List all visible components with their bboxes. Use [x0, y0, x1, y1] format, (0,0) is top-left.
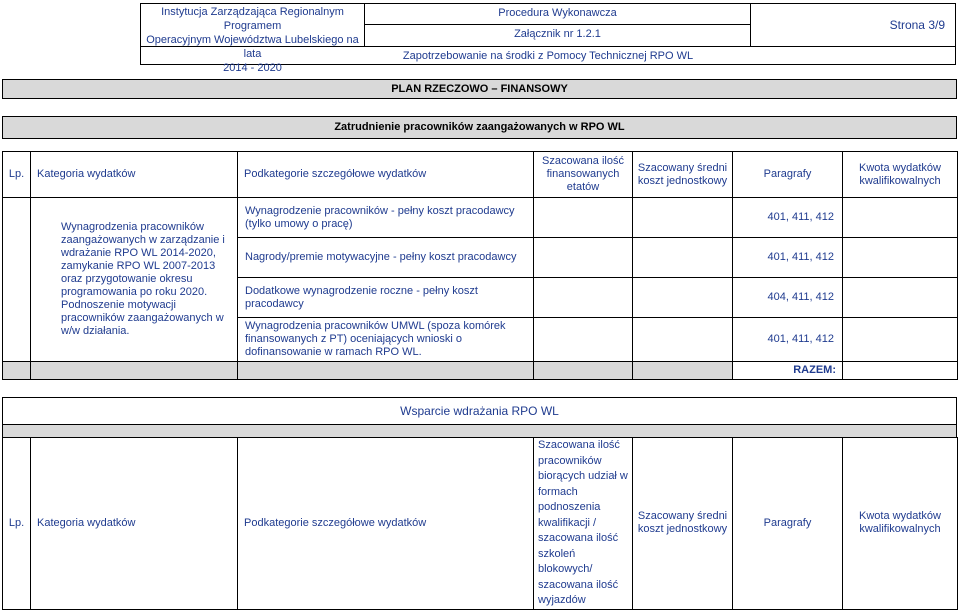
col-quantity: Szacowana ilość finansowanych etatów	[534, 152, 633, 198]
paragraphs-cell: 401, 411, 412	[733, 198, 843, 238]
col-lp: Lp.	[3, 438, 31, 610]
total-gray-cell	[3, 362, 31, 380]
paragraphs-cell: 401, 411, 412	[733, 238, 843, 278]
table-header-row	[3, 438, 958, 610]
total-gray-cell	[31, 362, 238, 380]
procedure-block	[365, 4, 751, 46]
category-cell: Wynagrodzenia pracowników zaangażowanych w zarządzanie i wdrażanie RPO WL 2014-2020, zamykanie RPO WL 2007-2013 oraz przygotowanie okresu programowania po roku 2020. Podnoszenie motywacji pracowników zaangażowanych w w/w działania.	[31, 198, 238, 362]
subcategory-cell: Nagrody/premie motywacyjne - pełny koszt pracodawcy	[238, 238, 534, 278]
amount-cell[interactable]	[843, 238, 958, 278]
col-quantity: Szacowana ilość pracowników biorących udział w formach podnoszenia kwalifikacji / szacowana ilość szkoleń blokowych/ szacowana ilość wyjazdów	[534, 438, 633, 610]
col-amount: Kwota wydatków kwalifikowalnych	[843, 438, 958, 610]
document-subtitle: Zapotrzebowanie na środki z Pomocy Technicznej RPO WL	[141, 46, 955, 64]
col-lp: Lp.	[3, 152, 31, 198]
section-2-spacer	[2, 425, 957, 437]
quantity-cell[interactable]	[534, 318, 633, 362]
section-1-title: Zatrudnienie pracowników zaangażowanych w RPO WL	[2, 116, 957, 139]
procedure-name: Procedura Wykonawcza	[498, 7, 617, 19]
col-unit-cost: Szacowany średni koszt jednostkowy	[633, 152, 733, 198]
unit-cost-cell[interactable]	[633, 318, 733, 362]
document-header	[140, 3, 956, 74]
annex-number: Załącznik nr 1.2.1	[514, 28, 601, 40]
col-category: Kategoria wydatków	[31, 438, 238, 610]
total-row	[3, 362, 958, 380]
page-number: Strona 3/9	[889, 18, 945, 32]
col-category: Kategoria wydatków	[31, 152, 238, 198]
total-gray-cell	[633, 362, 733, 380]
table-header-row	[3, 152, 958, 198]
paragraphs-cell: 401, 411, 412	[733, 318, 843, 362]
col-paragraphs: Paragrafy	[733, 152, 843, 198]
paragraphs-cell: 404, 411, 412	[733, 278, 843, 318]
quantity-cell[interactable]	[534, 238, 633, 278]
plan-title: PLAN RZECZOWO – FINANSOWY	[2, 79, 957, 99]
unit-cost-cell[interactable]	[633, 198, 733, 238]
total-label: RAZEM:	[733, 362, 843, 380]
col-subcategory: Podkategorie szczegółowe wydatków	[238, 152, 534, 198]
col-unit-cost: Szacowany średni koszt jednostkowy	[633, 438, 733, 610]
institution-name	[141, 4, 365, 74]
divider	[365, 24, 750, 25]
amount-cell[interactable]	[843, 198, 958, 238]
institution-line-3: 2014 - 2020	[223, 62, 282, 74]
subcategory-cell: Wynagrodzenie pracowników - pełny koszt pracodawcy (tylko umowy o pracę)	[238, 198, 534, 238]
col-subcategory: Podkategorie szczegółowe wydatków	[238, 438, 534, 610]
institution-line-2: Operacyjnym Województwa Lubelskiego na lata	[146, 34, 359, 60]
total-amount-cell[interactable]	[843, 362, 958, 380]
subcategory-cell: Dodatkowe wynagrodzenie roczne - pełny koszt pracodawcy	[238, 278, 534, 318]
amount-cell[interactable]	[843, 278, 958, 318]
quantity-cell[interactable]	[534, 198, 633, 238]
col-paragraphs: Paragrafy	[733, 438, 843, 610]
quantity-cell[interactable]	[534, 278, 633, 318]
col-amount: Kwota wydatków kwalifikowalnych	[843, 152, 958, 198]
row-lp-cell	[3, 198, 31, 362]
section-2-table	[2, 437, 958, 610]
subcategory-cell: Wynagrodzenia pracowników UMWL (spoza komórek finansowanych z PT) oceniających wnioski o dofinansowanie w ramach RPO WL.	[238, 318, 534, 362]
section-2-title: Wsparcie wdrażania RPO WL	[2, 397, 957, 425]
institution-line-1: Instytucja Zarządzająca Regionalnym Programem	[161, 6, 344, 32]
table-row	[3, 198, 958, 238]
total-gray-cell	[534, 362, 633, 380]
section-1-table	[2, 151, 958, 380]
amount-cell[interactable]	[843, 318, 958, 362]
unit-cost-cell[interactable]	[633, 238, 733, 278]
total-gray-cell	[238, 362, 534, 380]
unit-cost-cell[interactable]	[633, 278, 733, 318]
